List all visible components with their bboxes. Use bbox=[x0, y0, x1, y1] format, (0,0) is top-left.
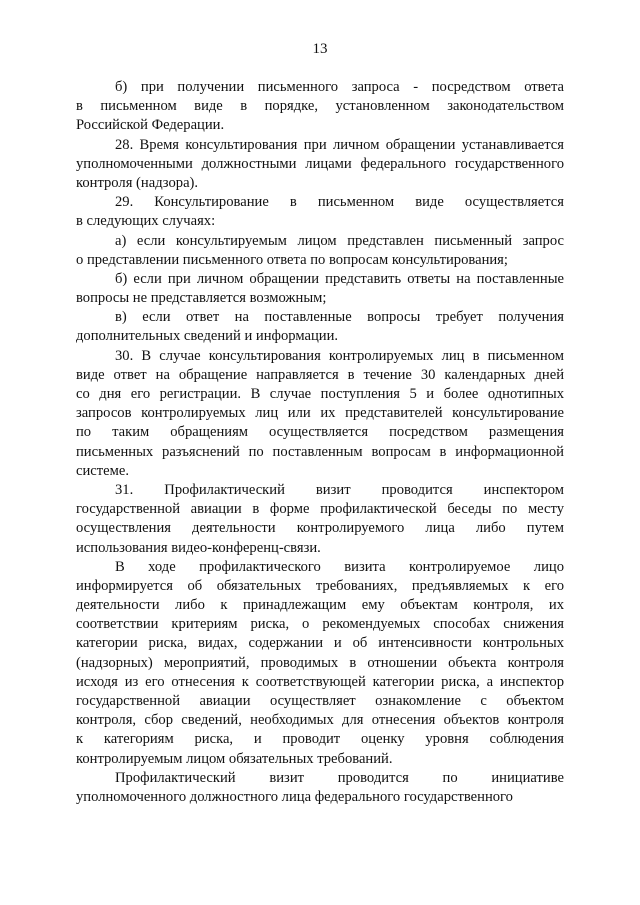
page-number: 13 bbox=[312, 41, 328, 57]
paragraph bbox=[76, 78, 564, 136]
text-line: а) если консультируемым лицом представлен письменный запрос bbox=[115, 232, 564, 249]
paragraph bbox=[76, 558, 564, 769]
text-line: государственной авиации в форме профилактической беседы по месту bbox=[76, 501, 564, 518]
text-line: б) если при личном обращении представить ответы на поставленные bbox=[115, 270, 564, 287]
text-line: по таким обращениям осуществляется посредством размещения bbox=[76, 424, 564, 441]
text-line: государственной авиации осуществляет ознакомление с объектом bbox=[76, 693, 564, 709]
text-line: уполномоченными должностными лицами федерального государственного bbox=[76, 155, 564, 172]
text-line: Российской Федерации. bbox=[76, 117, 225, 134]
text-line: деятельности либо к принадлежащим ему объектам контроля, их bbox=[76, 597, 564, 614]
text-line: контролируемым лицом обязательных требований. bbox=[76, 750, 393, 767]
text-line: осуществления деятельности контролируемого лица либо путем bbox=[76, 520, 564, 537]
text-line: в письменном виде в порядке, установленном законодательством bbox=[76, 98, 564, 115]
text-line: дополнительных сведений и информации. bbox=[76, 328, 339, 345]
text-line: в) если ответ на поставленные вопросы требует получения bbox=[115, 309, 564, 326]
text-line: о представлении письменного ответа по вопросам консультирования; bbox=[76, 251, 508, 268]
text-line: со дня его регистрации. В случае поступления 5 и более однотипных bbox=[76, 386, 564, 402]
text-line: соответствии критериям риска, о рекомендуемых способах снижения bbox=[76, 616, 564, 633]
paragraph bbox=[76, 232, 564, 270]
text-line: уполномоченного должностного лица федерального государственного bbox=[76, 788, 513, 805]
text-line: к категориям риска, и проводит оценку уровня соблюдения bbox=[76, 731, 564, 748]
text-line: запросов контролируемых лиц или их представителей консультирование bbox=[76, 405, 564, 422]
text-line: б) при получении письменного запроса - посредством ответа bbox=[115, 79, 564, 95]
text-line: контроля, сбор сведений, необходимых для отнесения объектов контроля bbox=[76, 712, 564, 729]
text-line: использования видео-конференц-связи. bbox=[76, 539, 321, 556]
text-line: категории риска, видах, содержании и об интенсивности контрольных bbox=[76, 635, 564, 652]
text-line: контроля (надзора). bbox=[76, 174, 199, 191]
text-line: 29. Консультирование в письменном виде осуществляется bbox=[115, 194, 564, 211]
text-line: системе. bbox=[76, 462, 129, 479]
paragraph bbox=[76, 769, 564, 807]
text-line: 28. Время консультирования при личном обращении устанавливается bbox=[115, 136, 564, 153]
text-line: 30. В случае консультирования контролируемых лиц в письменном bbox=[115, 347, 564, 364]
text-line: информируется об обязательных требованиях, предъявляемых к его bbox=[76, 577, 564, 594]
text-line: вопросы не представляется возможным; bbox=[76, 290, 327, 307]
text-line: 31. Профилактический визит проводится инспектором bbox=[115, 481, 564, 498]
text-line: (надзорных) мероприятий, проводимых в отношении объекта контроля bbox=[76, 654, 564, 671]
paragraph bbox=[76, 308, 564, 346]
paragraph bbox=[76, 193, 564, 231]
text-line: В ходе профилактического визита контролируемое лицо bbox=[115, 558, 564, 575]
paragraph bbox=[76, 136, 564, 194]
paragraph bbox=[76, 270, 564, 308]
document-body bbox=[76, 78, 564, 807]
text-line: виде ответ на обращение направляется в течение 30 календарных дней bbox=[76, 366, 564, 383]
text-line: исходя из его отнесения к соответствующей категории риска, а инспектор bbox=[76, 673, 564, 690]
text-line: письменных разъяснений по поставленным вопросам в информационной bbox=[76, 443, 564, 460]
paragraph bbox=[76, 347, 564, 481]
paragraph bbox=[76, 481, 564, 558]
text-line: в следующих случаях: bbox=[76, 213, 216, 230]
text-line: Профилактический визит проводится по инициативе bbox=[115, 769, 564, 786]
